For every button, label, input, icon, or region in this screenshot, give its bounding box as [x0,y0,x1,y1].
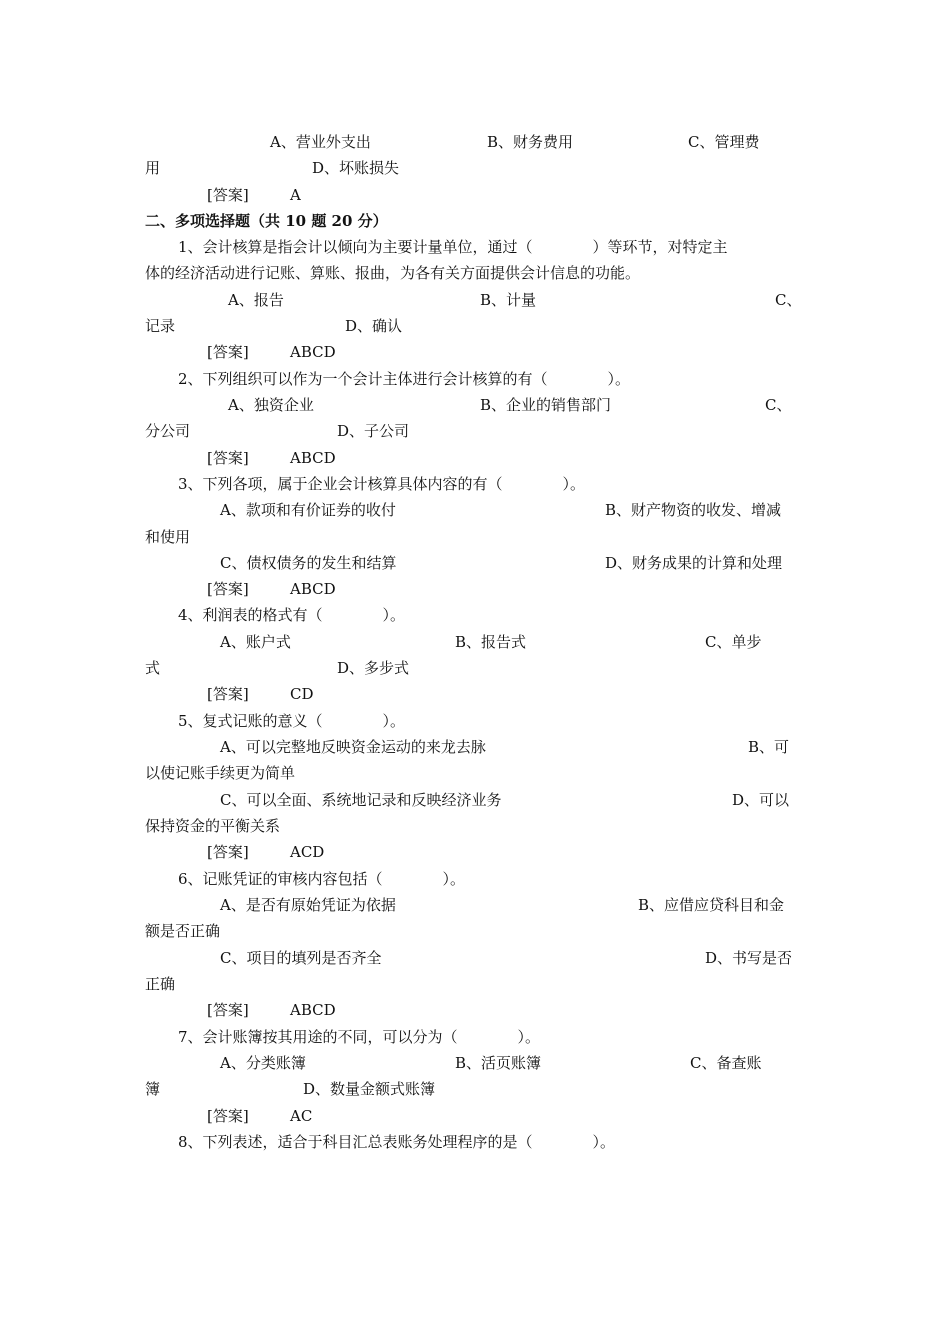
text-line: ABCD [290,580,336,598]
text-line: 3、下列各项，属于企业会计核算具体内容的有（ ）。 [178,475,586,493]
text-line: D、可以 [732,791,790,809]
text-line: 7、会计账簿按其用途的不同，可以分为（ ）。 [178,1028,541,1046]
text-line: [答案] [207,1001,249,1019]
text-line: [答案] [207,1107,249,1125]
text-line: A、营业外支出 [270,133,371,151]
text-line: D、子公司 [337,422,410,440]
text-line: 8、下列表述，适合于科目汇总表账务处理程序的是（ ）。 [178,1133,616,1151]
text-line: 4、利润表的格式有（ ）。 [178,606,406,624]
text-line: [答案] [207,843,249,861]
text-line: 额是否正确 [145,922,221,940]
text-line: AC [290,1107,313,1125]
text-line: A、独资企业 [228,396,314,414]
text-line: 正确 [145,975,176,993]
text-line: B、计量 [480,291,537,309]
text-line: D、财务成果的计算和处理 [605,554,783,572]
text-line: 用 [145,159,161,177]
text-line: [答案] [207,343,249,361]
text-line: 6、记账凭证的审核内容包括（ ）。 [178,870,466,888]
text-line: D、书写是否 [705,949,793,967]
text-line: B、活页账簿 [455,1054,542,1072]
text-line: 体的经济活动进行记账、算账、报曲，为各有关方面提供会计信息的功能。 [145,264,641,282]
text-line: C、项目的填列是否齐全 [220,949,382,967]
text-line: D、多步式 [337,659,410,677]
text-line: B、财产物资的收发、增减 [605,501,782,519]
text-line: 和使用 [145,528,191,546]
text-line: 式 [145,659,161,677]
text-line: B、财务费用 [487,133,574,151]
text-line: 1、会计核算是指会计以倾向为主要计量单位，通过（ ）等环节，对特定主 [178,238,728,256]
text-line: D、数量金额式账簿 [303,1080,436,1098]
text-line: ACD [290,843,325,861]
text-line: ABCD [290,449,336,467]
text-line: 2、下列组织可以作为一个会计主体进行会计核算的有（ ）。 [178,370,631,388]
text-line: ABCD [290,1001,336,1019]
text-line: D、坏账损失 [312,159,400,177]
text-line: 保持资金的平衡关系 [145,817,281,835]
text-line: [答案] [207,449,249,467]
text-line: 5、复式记账的意义（ ）。 [178,712,406,730]
text-line: C、备查账 [690,1054,762,1072]
text-line: C、债权债务的发生和结算 [220,554,397,572]
text-line: [答案] [207,580,249,598]
text-line: A、是否有原始凭证为依据 [220,896,396,914]
text-line: A、可以完整地反映资金运动的来龙去脉 [220,738,486,756]
text-line: B、报告式 [455,633,527,651]
text-line: C、可以全面、系统地记录和反映经济业务 [220,791,502,809]
text-line: D、确认 [345,317,403,335]
text-line: B、应借应贷科目和金 [638,896,785,914]
text-line: CD [290,685,314,703]
text-line: 簿 [145,1080,161,1098]
text-line: [答案] [207,186,249,204]
text-line: C、单步 [705,633,762,651]
text-line: B、可 [748,738,790,756]
text-line: A、分类账簿 [220,1054,306,1072]
text-line: C、 [775,291,802,309]
section-heading: 二、多项选择题（共 10 题 20 分） [145,212,388,230]
text-line: B、企业的销售部门 [480,396,612,414]
text-line: ABCD [290,343,336,361]
text-line: 以使记账手续更为简单 [145,764,296,782]
text-line: A、款项和有价证券的收付 [220,501,396,519]
text-line: 分公司 [145,422,191,440]
text-line: A [290,186,301,204]
text-line: C、 [765,396,792,414]
text-line: 记录 [145,317,176,335]
text-line: A、账户式 [220,633,291,651]
text-line: A、报告 [228,291,284,309]
text-line: [答案] [207,685,249,703]
text-line: C、管理费 [688,133,760,151]
